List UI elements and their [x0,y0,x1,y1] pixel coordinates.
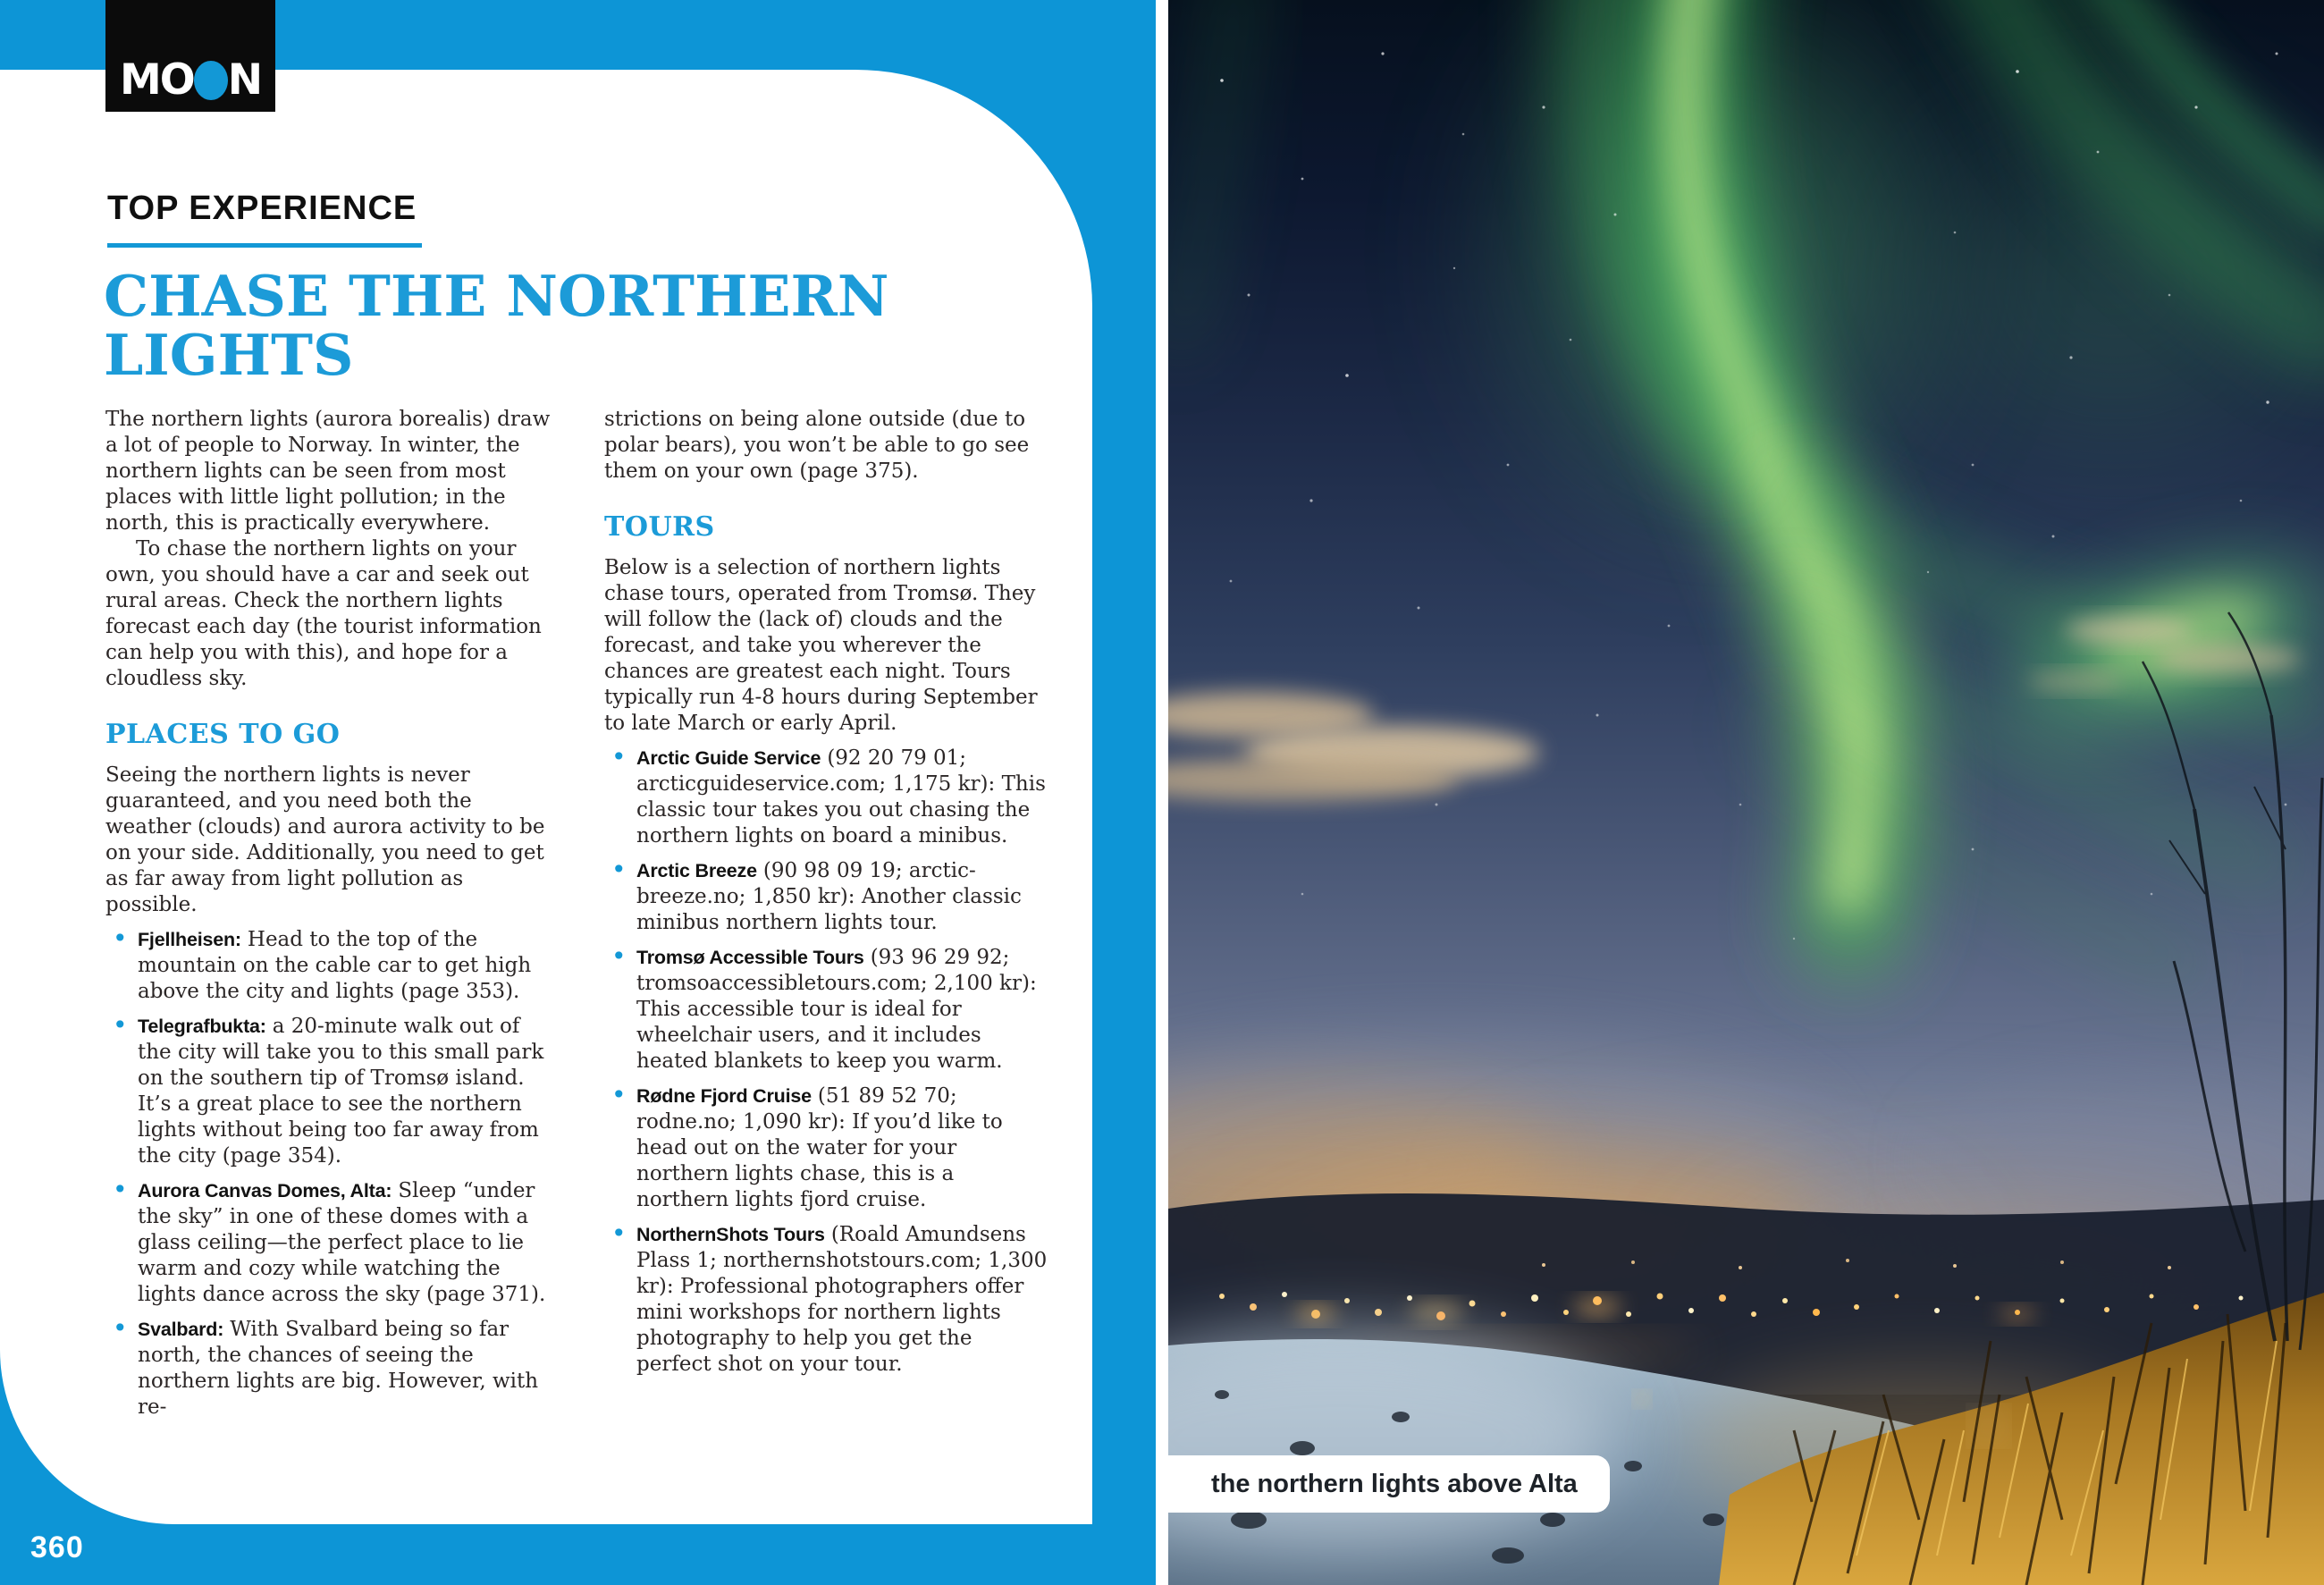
list-item-telegrafbukta [105,1010,552,1169]
continuation-paragraph: strictions on being alone outside (due to polar bears), you won’t be able to go see them on your own (page 375). [604,408,1030,483]
bullet-text: (Roald Amundsens Plass 1; northernshotstours.com; 1,300 kr): Professional photographers offer mini workshops for northern lights photography to help you get the perfect shot on your tour. [636,1223,1048,1376]
list-item-arctic-breeze [604,855,1048,936]
bullet-text: (92 20 79 01; arcticguideservice.com; 1,175 kr): This classic tour takes you out chasing the northern lights on board a minibus. [636,746,1046,847]
list-item-northernshots-tours [604,1218,1048,1378]
photo-caption: the northern lights above Alta [1168,1455,1610,1513]
intro-paragraph-1: The northern lights (aurora borealis) draw a lot of people to Norway. In winter, the northern lights can be seen from most places with little light pollution; in the north, this is practically everywhere. [105,408,551,535]
aurora-photo [1168,0,2324,1585]
aurora-photo-art [1168,0,2324,1585]
list-item-tromso-accessible-tours [604,941,1048,1075]
bullet-text: With Svalbard being so far north, the chances of seeing the northern lights are big. However, with re- [138,1318,539,1419]
logo-text-right: N [227,55,262,105]
tours-lead-paragraph: Below is a selection of northern lights chase tours, operated from Tromsø. They will follow the (lack of) clouds and the forecast, and take you wherever the chances are greatest each night. Tours typically run 4-8 hours during September to late March or early April. [604,556,1038,735]
list-item-svalbard [105,1313,552,1421]
left-page-panel [0,0,1156,1585]
bullet-text: Sleep “under the sky” in one of these domes with a glass ceiling—the perfect place to lie warm and cozy while watching the lights dance across the sky (page 371). [138,1179,546,1306]
bullet-icon: • [611,1080,627,1109]
bullet-term: Arctic Breeze [636,860,757,881]
kicker-top-experience: TOP EXPERIENCE [107,190,417,227]
bullet-text: Head to the top of the mountain on the cable car to get high above the city and lights (page 353). [138,928,532,1003]
bullet-term: Arctic Guide Service [636,747,821,769]
list-item-fjellheisen [105,923,552,1005]
bullet-term: NorthernShots Tours [636,1224,825,1245]
bullet-icon: • [113,1313,128,1343]
bullet-icon: • [611,941,627,971]
bullet-term: Fjellheisen: [138,929,241,950]
bullet-term: Telegrafbukta: [138,1016,266,1037]
bullet-icon: • [611,1218,627,1248]
bullet-icon: • [611,855,627,884]
list-item-aurora-canvas-domes [105,1175,552,1308]
page-number: 360 [30,1530,84,1564]
bullet-icon: • [113,923,128,953]
bullet-text: (93 96 29 92; tromsoaccessibletours.com; 2,100 kr): This accessible tour is ideal for wheelchair users, and it includes heated blankets to keep you warm. [636,946,1037,1073]
bullet-term: Svalbard: [138,1319,224,1340]
left-column [105,407,552,1421]
moon-logo [105,0,275,112]
list-item-rodne-fjord-cruise [604,1080,1048,1213]
logo-text-left: MO [119,55,194,105]
intro-paragraph-2: To chase the northern lights on your own, you should have a car and seek out rural areas. Check the northern lights forecast each day (the tourist information can help you with this), and hope for a cloudless sky. [105,537,542,690]
list-item-arctic-guide-service [604,742,1048,849]
bullet-icon: • [113,1010,128,1040]
section-heading-places-to-go: PLACES TO GO [105,719,341,750]
right-column [604,407,1048,1378]
bullet-icon: • [611,742,627,771]
bullet-term: Tromsø Accessible Tours [636,947,864,968]
moon-icon [194,61,228,100]
bullet-text: (51 89 52 70; rodne.no; 1,090 kr): If you’d like to head out on the water for your northern lights chase, this is a northern lights fjord cruise. [636,1084,1003,1211]
section-heading-tours: TOURS [604,511,715,543]
bullet-text: (90 98 09 19; arctic-breeze.no; 1,850 kr): Another classic minibus northern lights tour. [636,859,1022,934]
page-title: CHASE THE NORTHERN LIGHTS [104,263,889,389]
bullet-term: Rødne Fjord Cruise [636,1085,812,1107]
bullet-icon: • [113,1175,128,1204]
places-lead-paragraph: Seeing the northern lights is never guaranteed, and you need both the weather (clouds) and aurora activity to be on your side. Additionally, you need to get as far away from light pollution as possible. [105,763,545,916]
kicker-underline [107,243,422,248]
bullet-text: a 20-minute walk out of the city will take you to this small park on the southern tip of Tromsø island. It’s a great place to see the northern lights without being too far away from the city (page 354). [138,1015,544,1168]
bullet-term: Aurora Canvas Domes, Alta: [138,1180,392,1201]
